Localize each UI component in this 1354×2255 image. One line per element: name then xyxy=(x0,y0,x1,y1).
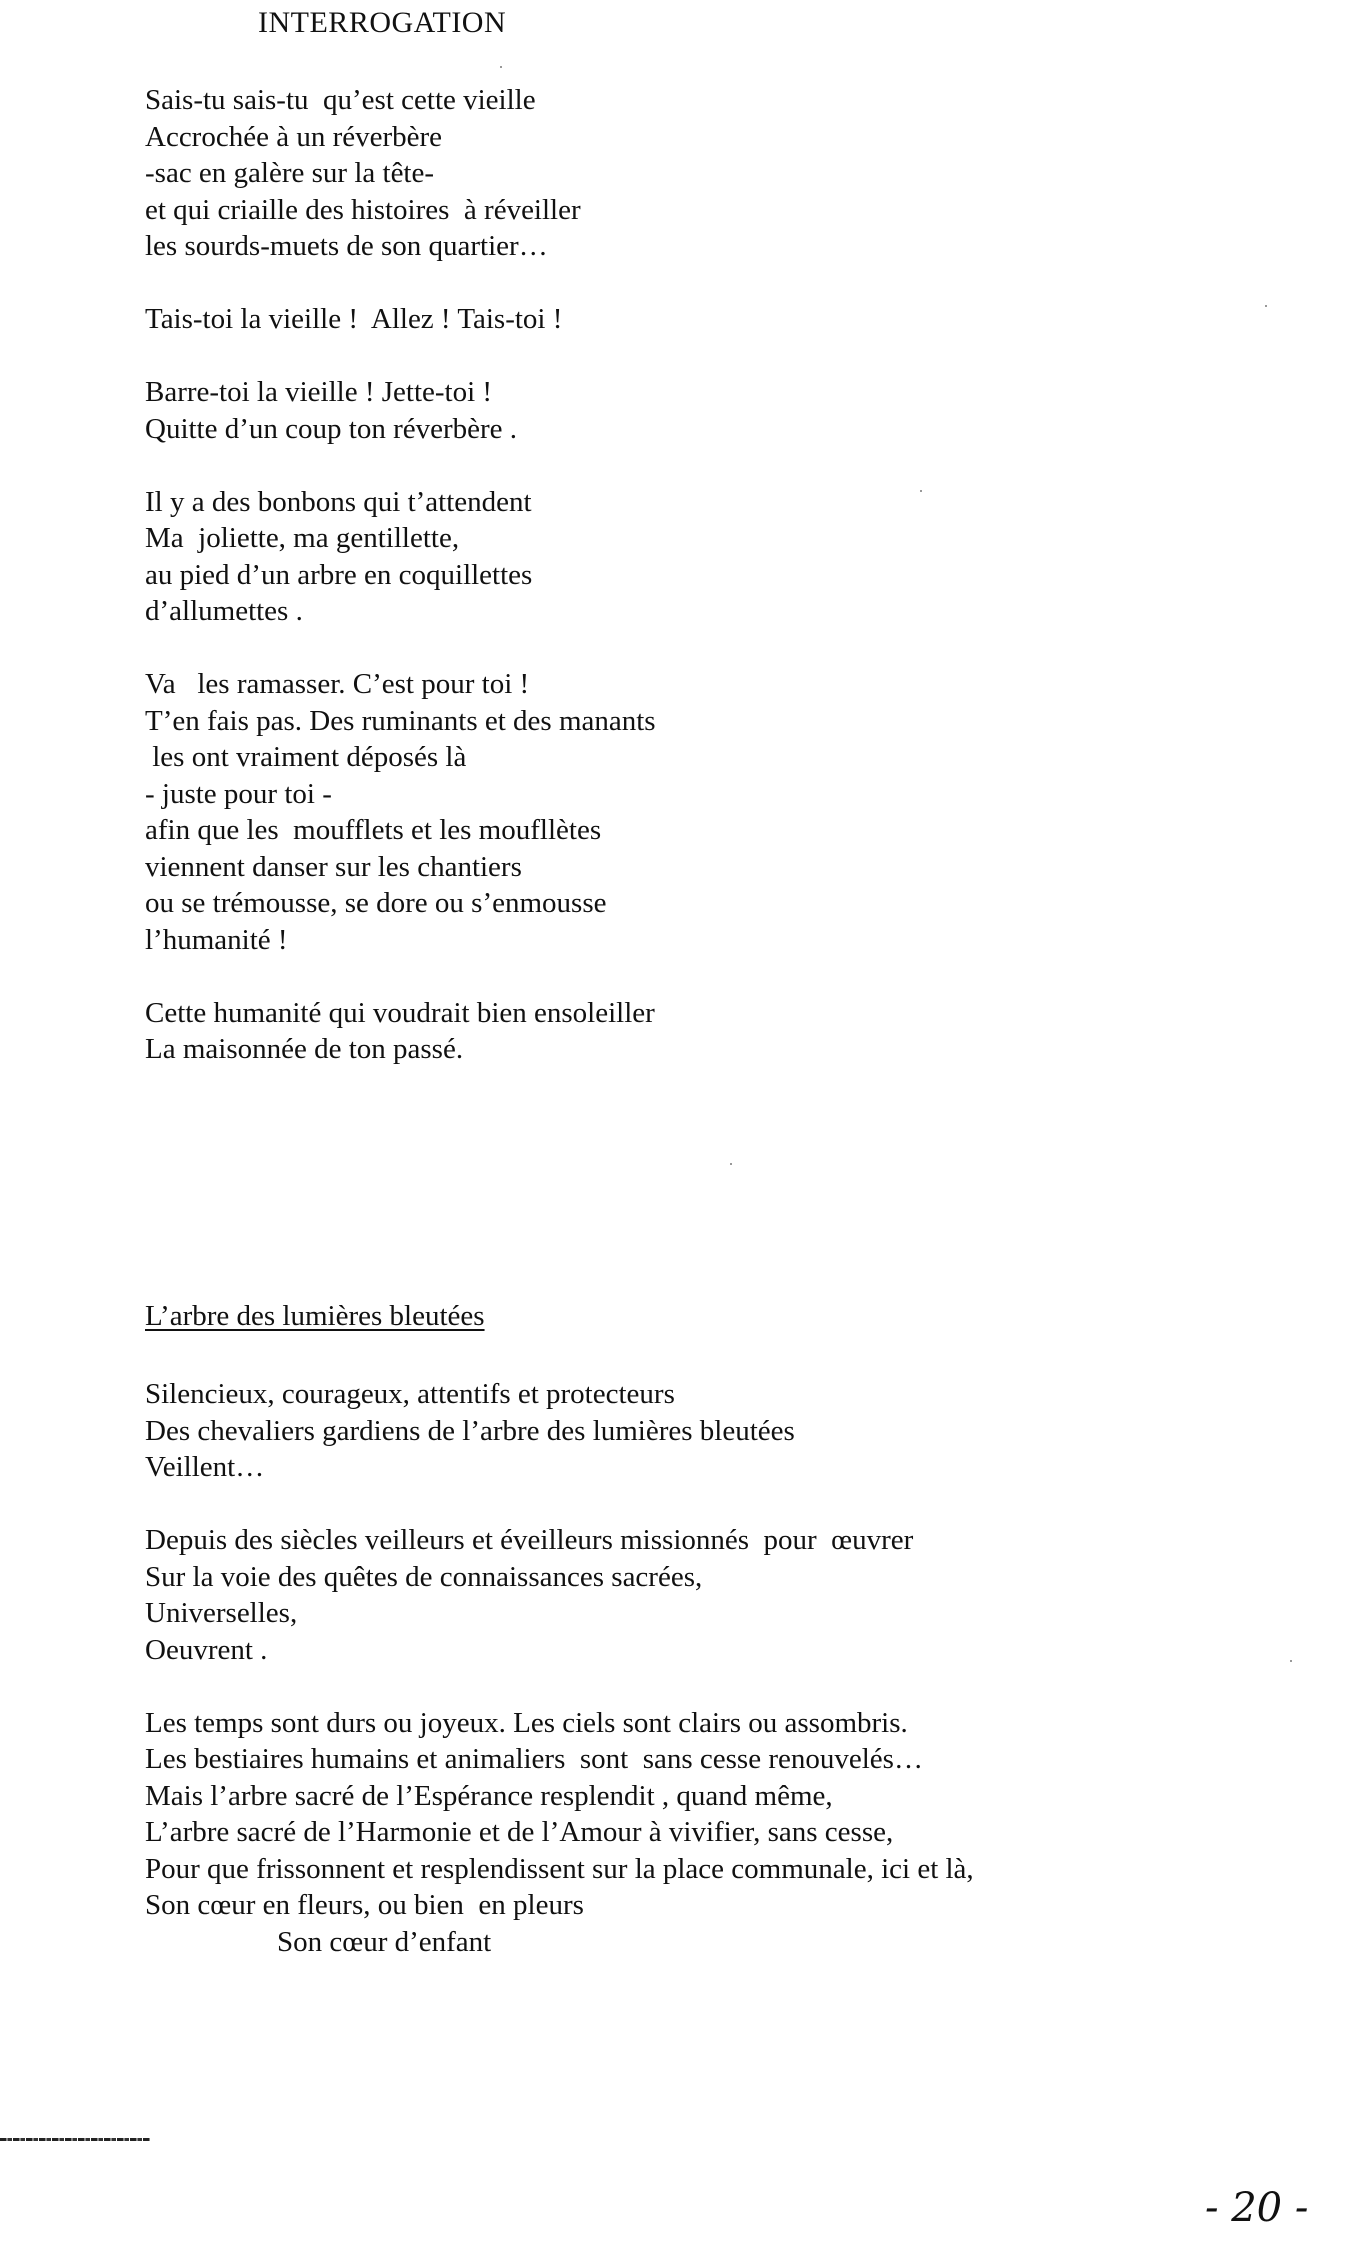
poem-line: - juste pour toi - xyxy=(145,777,332,810)
poem-line: Mais l’arbre sacré de l’Espérance resplendit , quand même, xyxy=(145,1779,833,1812)
poem-title-arbre: L’arbre des lumières bleutées xyxy=(145,1300,485,1332)
stanza-gap xyxy=(145,958,656,995)
poem-line: Oeuvrent . xyxy=(145,1633,268,1666)
scan-speck xyxy=(1265,305,1267,307)
poem-line: Sur la voie des quêtes de connaissances sacrées, xyxy=(145,1560,703,1593)
stanza-gap xyxy=(145,265,656,302)
stanza-gap xyxy=(145,630,656,667)
scan-artifact-line xyxy=(0,2138,150,2141)
poem-line: Les bestiaires humains et animaliers sont sans cesse renouvelés… xyxy=(145,1743,923,1775)
poem-line: au pied d’un arbre en coquillettes xyxy=(145,558,533,591)
scan-speck xyxy=(1290,1660,1292,1662)
stanza-gap xyxy=(145,338,656,375)
stanza-gap xyxy=(145,1486,974,1523)
poem-line: Ma joliette, ma gentillette, xyxy=(145,522,460,554)
poem-line: Sais-tu sais-tu qu’est cette vieille xyxy=(145,84,536,116)
poem-line: Quitte d’un coup ton réverbère . xyxy=(145,412,518,445)
poem-line: Va les ramasser. C’est pour toi ! xyxy=(145,668,530,700)
page-number: - 20 - xyxy=(1205,2185,1309,2231)
stanza-gap xyxy=(145,1668,974,1705)
poem-line: T’en fais pas. Des ruminants et des manants xyxy=(145,704,656,737)
poem-line: les sourds-muets de son quartier… xyxy=(145,230,548,262)
poem-closing-line: Son cœur d’enfant xyxy=(277,1925,492,1958)
poem-interrogation-body xyxy=(145,82,656,1068)
poem-line: Cette humanité qui voudrait bien ensoleiller xyxy=(145,996,655,1029)
poem-line: L’arbre sacré de l’Harmonie et de l’Amour à vivifier, sans cesse, xyxy=(145,1816,894,1848)
poem-line: d’allumettes . xyxy=(145,595,303,627)
poem-title-interrogation: INTERROGATION xyxy=(258,6,507,39)
poem-line: -sac en galère sur la tête- xyxy=(145,157,435,189)
poem-line: Universelles, xyxy=(145,1597,298,1629)
poem-line: La maisonnée de ton passé. xyxy=(145,1033,464,1065)
poem-line: Depuis des siècles veilleurs et éveilleurs missionnés pour œuvrer xyxy=(145,1524,914,1556)
poem-line: ou se trémousse, se dore ou s’enmousse xyxy=(145,887,607,919)
stanza-gap xyxy=(145,447,656,484)
scan-speck xyxy=(730,1163,732,1165)
poem-line: Les temps sont durs ou joyeux. Les ciels sont clairs ou assombris. xyxy=(145,1706,908,1739)
poem-line: Pour que frissonnent et resplendissent sur la place communale, ici et là, xyxy=(145,1852,974,1885)
poem-line: Son cœur en fleurs, ou bien en pleurs xyxy=(145,1889,584,1921)
scan-speck xyxy=(920,490,922,492)
poem-line: l’humanité ! xyxy=(145,923,288,956)
poem-line: Tais-toi la vieille ! Allez ! Tais-toi ! xyxy=(145,303,563,335)
poem-line: Il y a des bonbons qui t’attendent xyxy=(145,485,532,518)
poem-line: Accrochée à un réverbère xyxy=(145,120,443,153)
poem-arbre-body xyxy=(145,1376,974,1960)
poem-line: Silencieux, courageux, attentifs et protecteurs xyxy=(145,1378,675,1410)
poem-line: viennent danser sur les chantiers xyxy=(145,850,522,883)
poem-line: afin que les moufflets et les moufllètes xyxy=(145,814,602,846)
poem-line: les ont vraiment déposés là xyxy=(145,741,467,773)
scan-speck xyxy=(500,66,502,68)
poem-line: et qui criaille des histoires à réveiller xyxy=(145,193,581,226)
poem-line: Veillent… xyxy=(145,1451,265,1483)
poem-line: Barre-toi la vieille ! Jette-toi ! xyxy=(145,376,493,408)
poem-line: Des chevaliers gardiens de l’arbre des lumières bleutées xyxy=(145,1414,795,1447)
